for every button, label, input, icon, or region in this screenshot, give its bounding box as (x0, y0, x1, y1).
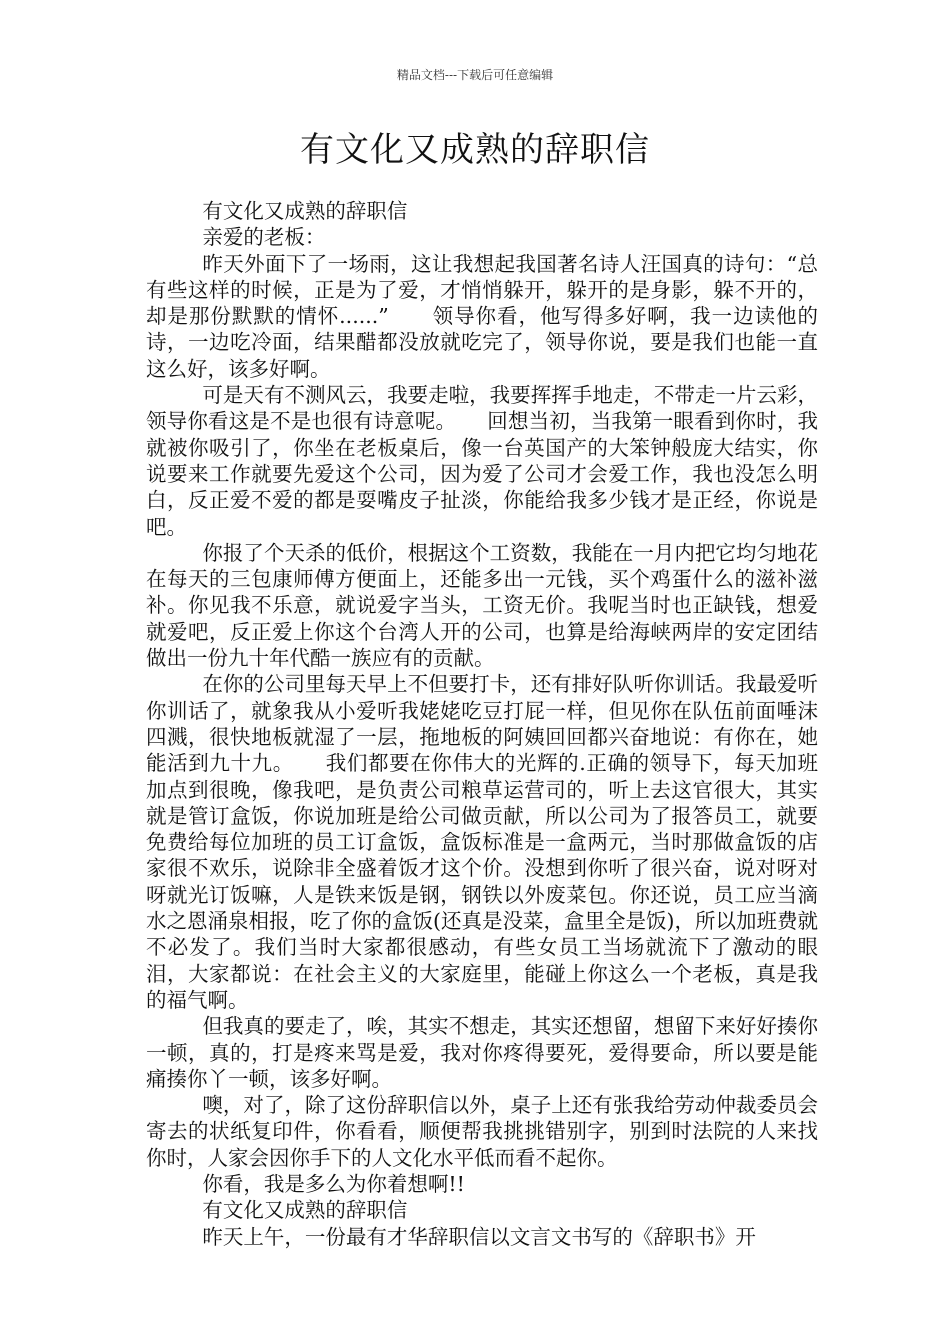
paragraph: 你报了个天杀的低价，根据这个工资数，我能在一月内把它均匀地花在每天的三包康师傅方便面上，还能多出一元钱，买个鸡蛋什么的滋补滋补。你见我不乐意，就说爱字当头，工资无价。我呢当时也正缺钱，想爱就爱吧，反正爱上你这个台湾人开的公司，也算是给海峡两岸的安定团结做出一份九十年代酷一族应有的贡献。 (146, 540, 818, 671)
paragraph-subtitle: 有文化又成熟的辞职信 (202, 199, 408, 223)
paragraph: 噢，对了，除了这份辞职信以外，桌子上还有张我给劳动仲裁委员会寄去的状纸复印件，你看看，顺便帮我挑挑错别字，别到时法院的人来找你时，人家会因你手下的人文化水平低而看不起你。 (146, 1093, 818, 1170)
page-header-note: 精品文档---下载后可任意编辑 (396, 68, 554, 82)
paragraph-salutation: 亲爱的老板： (202, 225, 326, 250)
paragraph: 但我真的要走了，唉，其实不想走，其实还想留，想留下来好好揍你一顿，真的，打是疼来骂是爱，我对你疼得要死，爱得要命，所以要是能痛揍你丫一顿，该多好啊。 (146, 1014, 818, 1091)
paragraph: 可是天有不测风云，我要走啦，我要挥挥手地走，不带走一片云彩，领导你看这是不是也很有诗意呢。 回想当初，当我第一眼看到你时，我就被你吸引了，你坐在老板桌后，像一台英国产的大笨钟般庞大结实，你说要来工作就要先爱这个公司，因为爱了公司才会爱工作，我也没怎么明白，反正爱不爱的都是耍嘴皮子扯淡，你能给我多少钱才是正经，你说是吧。 (146, 383, 818, 539)
paragraph: 在你的公司里每天早上不但要打卡，还有排好队听你训话。我最爱听你训话了，就象我从小爱听我姥姥吃豆打屁一样，但见你在队伍前面唾沫四溅，很快地板就湿了一层，拖地板的阿姨回回都兴奋地说：有你在，她能活到九十九。 我们都要在你伟大的光辉的.正确的领导下，每天加班加点到很晚，像我吧，是负责公司粮草运营司的，听上去这官很大，其实就是管订盒饭，你说加班是给公司做贡献，所以公司为了报答员工，就要免费给每位加班的员工订盒饭，盒饭标准是一盒两元，当时那做盒饭的店家很不欢乐，说除非全盛着饭才这个价。没想到你听了很兴奋，说对呀对呀就光订饭嘛，人是铁来饭是钢，钢铁以外废菜包。你还说，员工应当滴水之恩涌泉相报，吃了你的盒饭(还真是没菜，盒里全是饭)，所以加班费就不必发了。我们当时大家都很感动，有些女员工当场就流下了激动的眼泪，大家都说：在社会主义的大家庭里，能碰上你这么一个老板，真是我的福气啊。 (146, 672, 818, 1012)
document-body (146, 198, 818, 1250)
paragraph: 昨天外面下了一场雨，这让我想起我国著名诗人汪国真的诗句：“总有些这样的时候，正是为了爱，才悄悄躲开，躲开的是身影，躲不开的，却是那份默默的情怀......” 领导你看，他写得多好啊，我一边读他的诗，一边吃冷面，结果醋都没放就吃完了，领导你说，要是我们也能一直这么好，该多好啊。 (146, 251, 818, 381)
document-title: 有文化又成熟的辞职信 (300, 130, 650, 170)
paragraph: 你看，我是多么为你着想啊!! (202, 1171, 465, 1196)
paragraph-section-heading: 有文化又成熟的辞职信 (202, 1198, 408, 1223)
paragraph: 昨天上午，一份最有才华辞职信以文言文书写的《辞职书》开 (202, 1224, 756, 1249)
